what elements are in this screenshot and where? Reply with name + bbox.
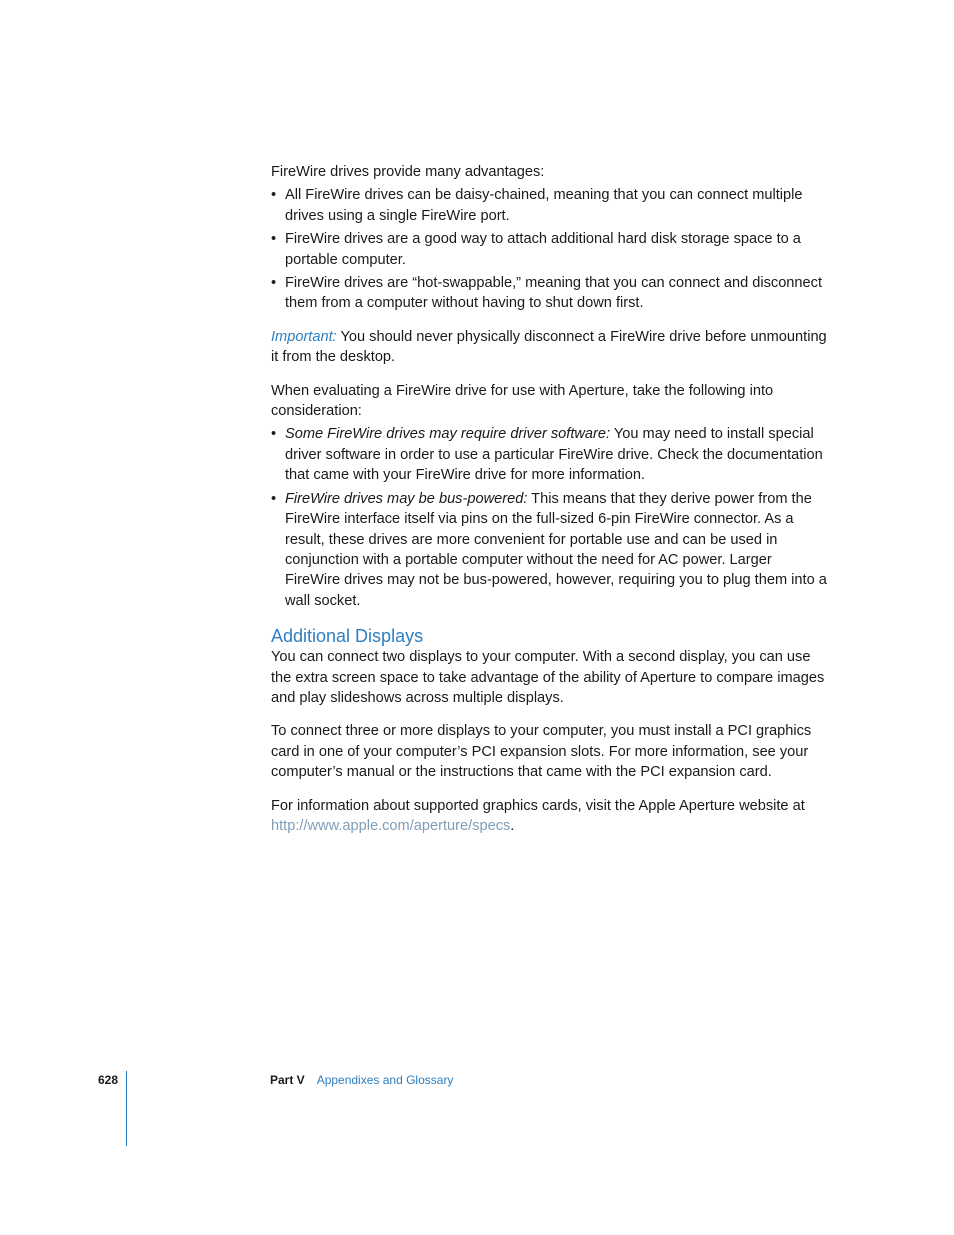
- important-text: You should never physically disconnect a FireWire drive before unmounting it from the desktop.: [271, 328, 827, 366]
- list-item: [271, 273, 827, 314]
- list-item: [271, 424, 827, 485]
- bullet-icon: •: [271, 490, 277, 507]
- intro-paragraph: FireWire drives provide many advantages:: [271, 164, 545, 180]
- list-item: [271, 229, 827, 270]
- considerations-list: [271, 424, 827, 611]
- consideration-text: This means that they derive power from the FireWire interface itself via pins on the full-sized 6-pin FireWire connector. As a result, these drives are more convenient for portable use and can be used in conjunction with a portable computer without the need for AC power. Larger FireWire drives may not be bus-powered, however, requiring you to plug them into a wall socket.: [285, 490, 827, 609]
- consideration-lead: FireWire drives may be bus-powered:: [285, 490, 528, 507]
- section-heading: Additional Displays: [271, 626, 424, 647]
- list-item-text: FireWire drives are a good way to attach additional hard disk storage space to a portable computer.: [285, 231, 801, 268]
- advantages-list: [271, 185, 827, 313]
- list-item-text: FireWire drives are “hot-swappable,” meaning that you can connect and disconnect them from a computer without having to shut down first.: [285, 275, 823, 312]
- part-title: Appendixes and Glossary: [316, 1073, 454, 1087]
- list-item-text: All FireWire drives can be daisy-chained, meaning that you can connect multiple drives using a single FireWire port.: [285, 187, 803, 224]
- section-paragraph-1: You can connect two displays to your computer. With a second display, you can use the extra screen space to take advantage of the ability of Aperture to compare images and play slideshows across multiple displays.: [271, 649, 825, 706]
- consideration-lead: Some FireWire drives may require driver software:: [285, 426, 611, 443]
- consideration-text: You may need to install special driver software in order to use a particular FireWire drive. Check the documentation that came with your FireWire drive for more information.: [285, 426, 823, 484]
- section-paragraph-3-end: .: [510, 817, 515, 834]
- bullet-icon: •: [271, 275, 277, 292]
- evaluating-intro: When evaluating a FireWire drive for use with Aperture, take the following into consideration:: [271, 382, 774, 420]
- list-item: [271, 185, 827, 226]
- important-note: [271, 327, 827, 368]
- page-content: [271, 162, 827, 836]
- bullet-icon: •: [271, 231, 277, 248]
- section-paragraph-3: [271, 796, 827, 837]
- section-paragraph-3-text: For information about supported graphics cards, visit the Apple Aperture website at: [271, 797, 805, 814]
- bullet-icon: •: [271, 426, 277, 443]
- footer-divider: [126, 1071, 127, 1146]
- footer-part-label: [270, 1071, 453, 1089]
- important-label: Important:: [271, 328, 337, 345]
- list-item: [271, 489, 827, 611]
- page-number: 628: [98, 1073, 119, 1087]
- section-paragraph-2: To connect three or more displays to your computer, you must install a PCI graphics card in one of your computer’s PCI expansion slots. For more information, see your computer’s manual or the instructions that came with the PCI expansion card.: [271, 723, 812, 781]
- part-number: Part V: [270, 1073, 305, 1087]
- aperture-specs-link[interactable]: http://www.apple.com/aperture/specs: [271, 817, 511, 834]
- bullet-icon: •: [271, 187, 277, 204]
